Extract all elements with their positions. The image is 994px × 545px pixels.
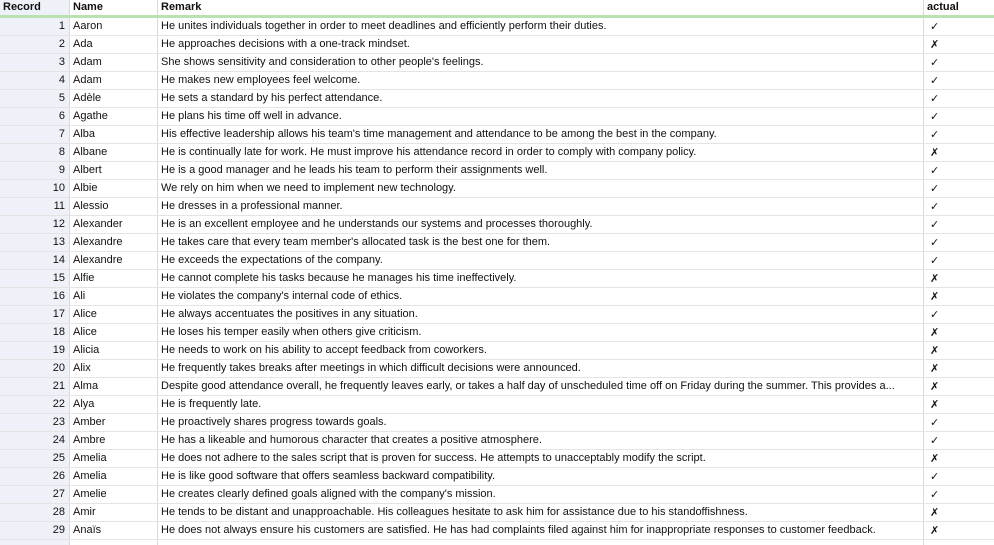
record-cell[interactable]: 14: [0, 252, 70, 269]
cross-mark-icon[interactable]: ✗: [930, 326, 940, 339]
remark-cell[interactable]: He is continually late for work. He must improve his attendance record in order to comply with company policy.: [158, 144, 924, 161]
record-cell[interactable]: 25: [0, 450, 70, 467]
remark-cell[interactable]: He cannot complete his tasks because he manages his time ineffectively.: [158, 270, 924, 287]
check-mark-icon[interactable]: ✓: [930, 470, 940, 483]
name-cell[interactable]: Alice: [70, 306, 158, 323]
remark-cell[interactable]: His effective leadership allows his team's time management and attendance to be among the best in the company.: [158, 126, 924, 143]
table-row[interactable]: [0, 144, 994, 162]
record-cell[interactable]: 27: [0, 486, 70, 503]
remark-cell[interactable]: He is like good software that offers seamless backward compatibility.: [158, 468, 924, 485]
name-cell[interactable]: Amber: [70, 414, 158, 431]
record-cell[interactable]: 26: [0, 468, 70, 485]
record-cell[interactable]: 12: [0, 216, 70, 233]
name-cell[interactable]: Albane: [70, 144, 158, 161]
remark-cell[interactable]: He always accentuates the positives in any situation.: [158, 306, 924, 323]
name-cell[interactable]: Alba: [70, 126, 158, 143]
cross-mark-icon[interactable]: ✗: [930, 452, 940, 465]
record-cell[interactable]: 9: [0, 162, 70, 179]
remark-cell[interactable]: He is a good manager and he leads his team to perform their assignments well.: [158, 162, 924, 179]
check-mark-icon[interactable]: ✓: [930, 56, 940, 69]
table-row[interactable]: [0, 270, 994, 288]
record-cell[interactable]: 10: [0, 180, 70, 197]
name-cell[interactable]: Alexander: [70, 216, 158, 233]
table-row[interactable]: [0, 468, 994, 486]
remark-cell[interactable]: He has a likeable and humorous character that creates a positive atmosphere.: [158, 432, 924, 449]
record-cell[interactable]: 24: [0, 432, 70, 449]
check-mark-icon[interactable]: ✓: [930, 416, 940, 429]
record-cell[interactable]: 8: [0, 144, 70, 161]
record-cell[interactable]: 13: [0, 234, 70, 251]
remark-cell[interactable]: He proactively shares progress towards goals.: [158, 414, 924, 431]
remark-cell[interactable]: He makes new employees feel welcome.: [158, 72, 924, 89]
name-cell[interactable]: Amir: [70, 504, 158, 521]
grid-body: [0, 18, 994, 540]
remark-cell[interactable]: He unites individuals together in order to meet deadlines and efficiently perform their duties.: [158, 18, 924, 35]
remark-cell[interactable]: She shows sensitivity and consideration to other people's feelings.: [158, 54, 924, 71]
record-cell[interactable]: 15: [0, 270, 70, 287]
name-cell[interactable]: Ada: [70, 36, 158, 53]
grid-header: [0, 0, 994, 18]
table-row[interactable]: [0, 378, 994, 396]
cross-mark-icon[interactable]: ✗: [930, 362, 940, 375]
check-mark-icon[interactable]: ✓: [930, 218, 940, 231]
remark-cell[interactable]: We rely on him when we need to implement new technology.: [158, 180, 924, 197]
check-mark-icon[interactable]: ✓: [930, 20, 940, 33]
table-row[interactable]: [0, 126, 994, 144]
name-cell[interactable]: Amelie: [70, 486, 158, 503]
table-row[interactable]: [0, 342, 994, 360]
table-row[interactable]: [0, 324, 994, 342]
name-cell[interactable]: Alya: [70, 396, 158, 413]
name-cell[interactable]: Alexandre: [70, 252, 158, 269]
remark-cell[interactable]: He loses his temper easily when others give criticism.: [158, 324, 924, 341]
remark-cell[interactable]: He dresses in a professional manner.: [158, 198, 924, 215]
table-row[interactable]: [0, 306, 994, 324]
table-row[interactable]: [0, 234, 994, 252]
record-cell[interactable]: 23: [0, 414, 70, 431]
name-cell[interactable]: Agathe: [70, 108, 158, 125]
name-cell[interactable]: Adèle: [70, 90, 158, 107]
remark-cell[interactable]: He exceeds the expectations of the company.: [158, 252, 924, 269]
record-cell[interactable]: 7: [0, 126, 70, 143]
name-cell[interactable]: Ambre: [70, 432, 158, 449]
record-cell[interactable]: 22: [0, 396, 70, 413]
cross-mark-icon[interactable]: ✗: [930, 290, 940, 303]
record-cell[interactable]: 28: [0, 504, 70, 521]
remark-cell[interactable]: He sets a standard by his perfect attendance.: [158, 90, 924, 107]
table-row[interactable]: [0, 486, 994, 504]
table-row[interactable]: [0, 18, 994, 36]
remark-cell[interactable]: Despite good attendance overall, he frequently leaves early, or takes a half day of unscheduled time off on Friday during the summer. This provides a...: [158, 378, 924, 395]
check-mark-icon[interactable]: ✓: [930, 164, 940, 177]
table-row[interactable]: [0, 414, 994, 432]
table-row-partial: [0, 540, 994, 545]
name-cell[interactable]: Alfie: [70, 270, 158, 287]
record-cell[interactable]: 4: [0, 72, 70, 89]
table-row[interactable]: [0, 180, 994, 198]
table-row[interactable]: [0, 54, 994, 72]
name-cell[interactable]: Ali: [70, 288, 158, 305]
cross-mark-icon[interactable]: ✗: [930, 38, 940, 51]
cross-mark-icon[interactable]: ✗: [930, 344, 940, 357]
record-cell[interactable]: 5: [0, 90, 70, 107]
table-row[interactable]: [0, 162, 994, 180]
table-row[interactable]: [0, 504, 994, 522]
cross-mark-icon[interactable]: ✗: [930, 380, 940, 393]
table-row[interactable]: [0, 522, 994, 540]
remark-cell[interactable]: He is an excellent employee and he understands our systems and processes thoroughly.: [158, 216, 924, 233]
table-row[interactable]: [0, 288, 994, 306]
table-row[interactable]: [0, 396, 994, 414]
table-row[interactable]: [0, 450, 994, 468]
remark-cell[interactable]: He violates the company's internal code of ethics.: [158, 288, 924, 305]
name-cell[interactable]: Amelia: [70, 450, 158, 467]
table-row[interactable]: [0, 108, 994, 126]
table-row[interactable]: [0, 198, 994, 216]
check-mark-icon[interactable]: ✓: [930, 128, 940, 141]
table-row[interactable]: [0, 72, 994, 90]
record-cell[interactable]: 2: [0, 36, 70, 53]
name-cell[interactable]: Albie: [70, 180, 158, 197]
record-cell[interactable]: 29: [0, 522, 70, 539]
cross-mark-icon[interactable]: ✗: [930, 146, 940, 159]
record-cell[interactable]: 17: [0, 306, 70, 323]
record-cell[interactable]: 3: [0, 54, 70, 71]
check-mark-icon[interactable]: ✓: [930, 200, 940, 213]
remark-cell[interactable]: He is frequently late.: [158, 396, 924, 413]
table-row[interactable]: [0, 252, 994, 270]
cross-mark-icon[interactable]: ✗: [930, 524, 940, 537]
column-header-actual[interactable]: actual: [927, 1, 959, 13]
name-cell[interactable]: Alice: [70, 324, 158, 341]
record-cell[interactable]: 11: [0, 198, 70, 215]
remark-cell[interactable]: He takes care that every team member's allocated task is the best one for them.: [158, 234, 924, 251]
table-row[interactable]: [0, 90, 994, 108]
remark-cell[interactable]: He creates clearly defined goals aligned with the company's mission.: [158, 486, 924, 503]
record-cell[interactable]: 6: [0, 108, 70, 125]
record-cell[interactable]: 20: [0, 360, 70, 377]
table-row[interactable]: [0, 216, 994, 234]
column-header-name[interactable]: Name: [70, 0, 158, 15]
check-mark-icon[interactable]: ✓: [930, 308, 940, 321]
remark-cell[interactable]: He does not always ensure his customers are satisfied. He has had complaints filed against him for inappropriate responses to customer feedback.: [158, 522, 924, 539]
table-row[interactable]: [0, 360, 994, 378]
remark-cell[interactable]: He approaches decisions with a one-track mindset.: [158, 36, 924, 53]
remark-cell[interactable]: He frequently takes breaks after meetings in which difficult decisions were announced.: [158, 360, 924, 377]
check-mark-icon[interactable]: ✓: [930, 110, 940, 123]
name-cell[interactable]: Alicia: [70, 342, 158, 359]
cross-mark-icon[interactable]: ✗: [930, 506, 940, 519]
cross-mark-icon[interactable]: ✗: [930, 398, 940, 411]
table-row[interactable]: [0, 432, 994, 450]
name-cell[interactable]: Adam: [70, 54, 158, 71]
remark-cell[interactable]: He tends to be distant and unapproachable. His colleagues hesitate to ask him for assistance due to his standoffishness.: [158, 504, 924, 521]
name-cell[interactable]: Alessio: [70, 198, 158, 215]
remark-cell[interactable]: He needs to work on his ability to accept feedback from coworkers.: [158, 342, 924, 359]
check-mark-icon[interactable]: ✓: [930, 92, 940, 105]
check-mark-icon[interactable]: ✓: [930, 488, 940, 501]
column-header-remark[interactable]: Remark: [158, 0, 924, 15]
record-cell[interactable]: 16: [0, 288, 70, 305]
record-cell[interactable]: 19: [0, 342, 70, 359]
record-cell[interactable]: 21: [0, 378, 70, 395]
record-cell[interactable]: 18: [0, 324, 70, 341]
check-mark-icon[interactable]: ✓: [930, 182, 940, 195]
record-cell[interactable]: 1: [0, 18, 70, 35]
remark-cell[interactable]: He does not adhere to the sales script that is proven for success. He attempts to unacceptably modify the script.: [158, 450, 924, 467]
name-cell[interactable]: Albert: [70, 162, 158, 179]
name-cell[interactable]: Adam: [70, 72, 158, 89]
check-mark-icon[interactable]: ✓: [930, 254, 940, 267]
column-header-record[interactable]: Record: [0, 0, 70, 15]
name-cell[interactable]: Alexandre: [70, 234, 158, 251]
name-cell[interactable]: Aaron: [70, 18, 158, 35]
name-cell[interactable]: Amelia: [70, 468, 158, 485]
check-mark-icon[interactable]: ✓: [930, 74, 940, 87]
check-mark-icon[interactable]: ✓: [930, 434, 940, 447]
remark-cell[interactable]: He plans his time off well in advance.: [158, 108, 924, 125]
cross-mark-icon[interactable]: ✗: [930, 272, 940, 285]
check-mark-icon[interactable]: ✓: [930, 236, 940, 249]
name-cell[interactable]: Anaïs: [70, 522, 158, 539]
name-cell[interactable]: Alma: [70, 378, 158, 395]
table-row[interactable]: [0, 36, 994, 54]
name-cell[interactable]: Alix: [70, 360, 158, 377]
